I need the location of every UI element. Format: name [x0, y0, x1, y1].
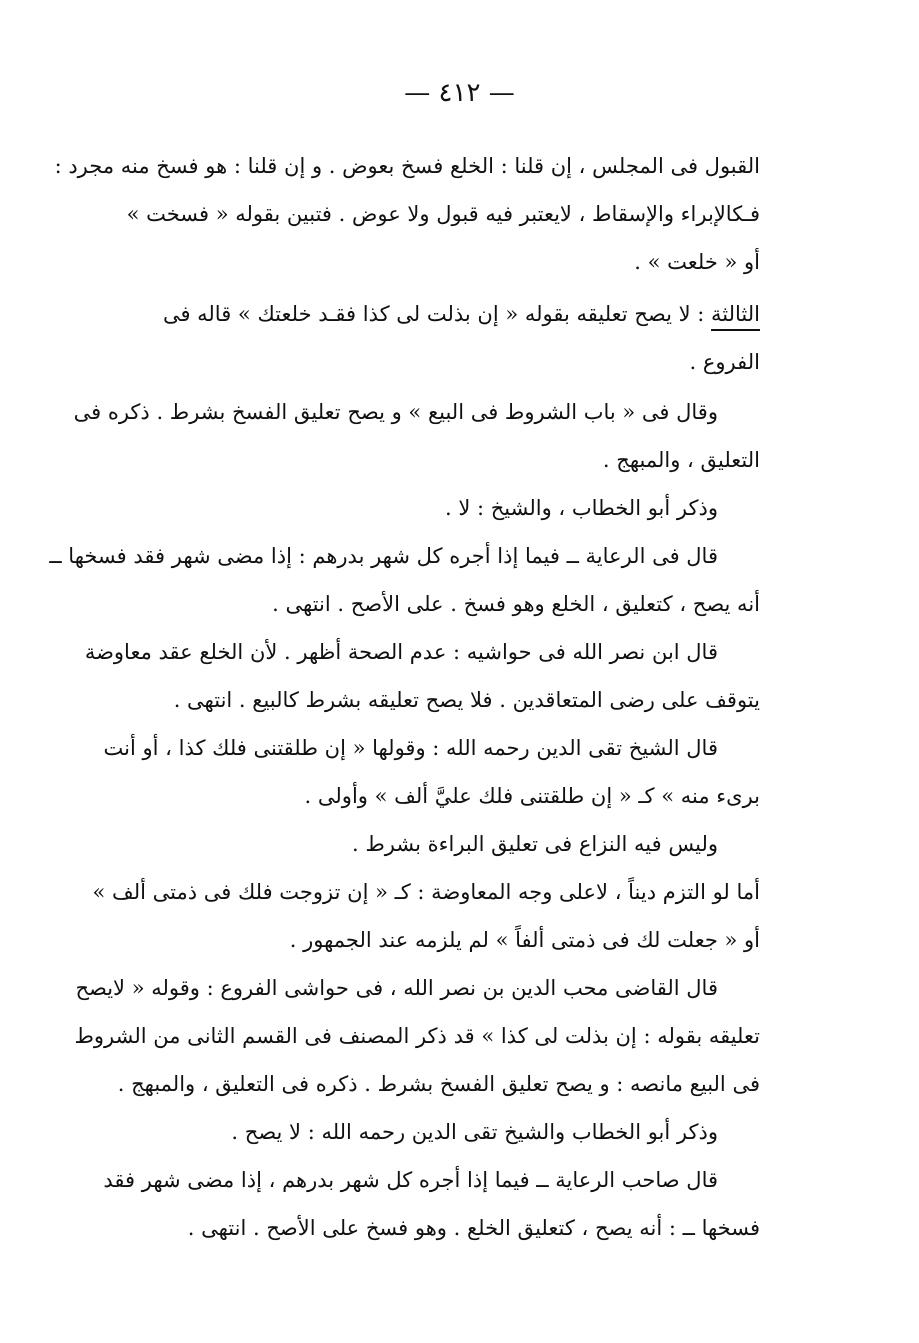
text-line: أنه يصح ، كتعليق ، الخلع وهو فسخ . على الأصح . انتهى .: [272, 592, 760, 616]
text-line: وذكر أبو الخطاب ، والشيخ : لا .: [444, 496, 718, 520]
text-line: برىء منه » كـ « إن طلقتنى فلك عليَّ ألف » وأولى .: [304, 784, 760, 808]
text-line: وذكر أبو الخطاب والشيخ تقى الدين رحمه الله : لا يصح .: [231, 1120, 718, 1144]
text-line: أو « خلعت » .: [634, 250, 760, 274]
text-line: فى البيع مانصه : و يصح تعليق الفسخ بشرط . ذكره فى التعليق ، والمبهج .: [117, 1072, 760, 1096]
text-line: وقال فى « باب الشروط فى البيع » و يصح تعليق الفسخ بشرط . ذكره فى: [73, 400, 718, 424]
section-lead-rest: : لا يصح تعليقه بقوله « إن بذلت لى كذا فقـد خلعتك » قاله فى: [162, 302, 712, 326]
body-text: [49, 142, 760, 1252]
text-line: فسخها ــ : أنه يصح ، كتعليق الخلع . وهو فسخ على الأصح . انتهى .: [187, 1216, 760, 1240]
text-line: قال ابن نصر الله فى حواشيه : عدم الصحة أظهر . لأن الخلع عقد معاوضة: [84, 640, 718, 664]
text-line: فـكالإبراء والإسقاط ، لايعتبر فيه قبول ولا عوض . فتبين بقوله « فسخت »: [126, 202, 760, 226]
text-line: وليس فيه النزاع فى تعليق البراءة بشرط .: [352, 832, 718, 856]
text-line: يتوقف على رضى المتعاقدين . فلا يصح تعليقه بشرط كالبيع . انتهى .: [173, 688, 760, 712]
text-line-heading: [160, 290, 760, 338]
text-line: أو « جعلت لك فى ذمتى ألفاً » لم يلزمه عند الجمهور .: [289, 928, 760, 952]
text-line: القبول فى المجلس ، إن قلنا : الخلع فسخ بعوض . و إن قلنا : هو فسخ منه مجرد :: [54, 154, 760, 178]
text-line: أما لو التزم ديناً ، لاعلى وجه المعاوضة : كـ « إن تزوجت فلك فى ذمتى ألف »: [92, 880, 760, 904]
text-line: قال صاحب الرعاية ــ فيما إذا أجره كل شهر بدرهم ، إذا مضى شهر فقد: [103, 1168, 718, 1192]
section-lead-word: الثالثة: [711, 302, 760, 326]
page-number: — ٤١٢ —: [404, 78, 515, 108]
text-line: قال القاضى محب الدين بن نصر الله ، فى حواشى الفروع : وقوله « لايصح: [75, 976, 718, 1000]
text-line: الفروع .: [689, 350, 760, 374]
text-line: تعليقه بقوله : إن بذلت لى كذا » قد ذكر المصنف فى القسم الثانى من الشروط: [74, 1024, 760, 1048]
text-line: قال الشيخ تقى الدين رحمه الله : وقولها « إن طلقتنى فلك كذا ، أو أنت: [103, 736, 718, 760]
text-line: قال فى الرعاية ــ فيما إذا أجره كل شهر بدرهم : إذا مضى شهر فقد فسخها ــ: [49, 544, 718, 568]
text-line: التعليق ، والمبهج .: [602, 448, 760, 472]
